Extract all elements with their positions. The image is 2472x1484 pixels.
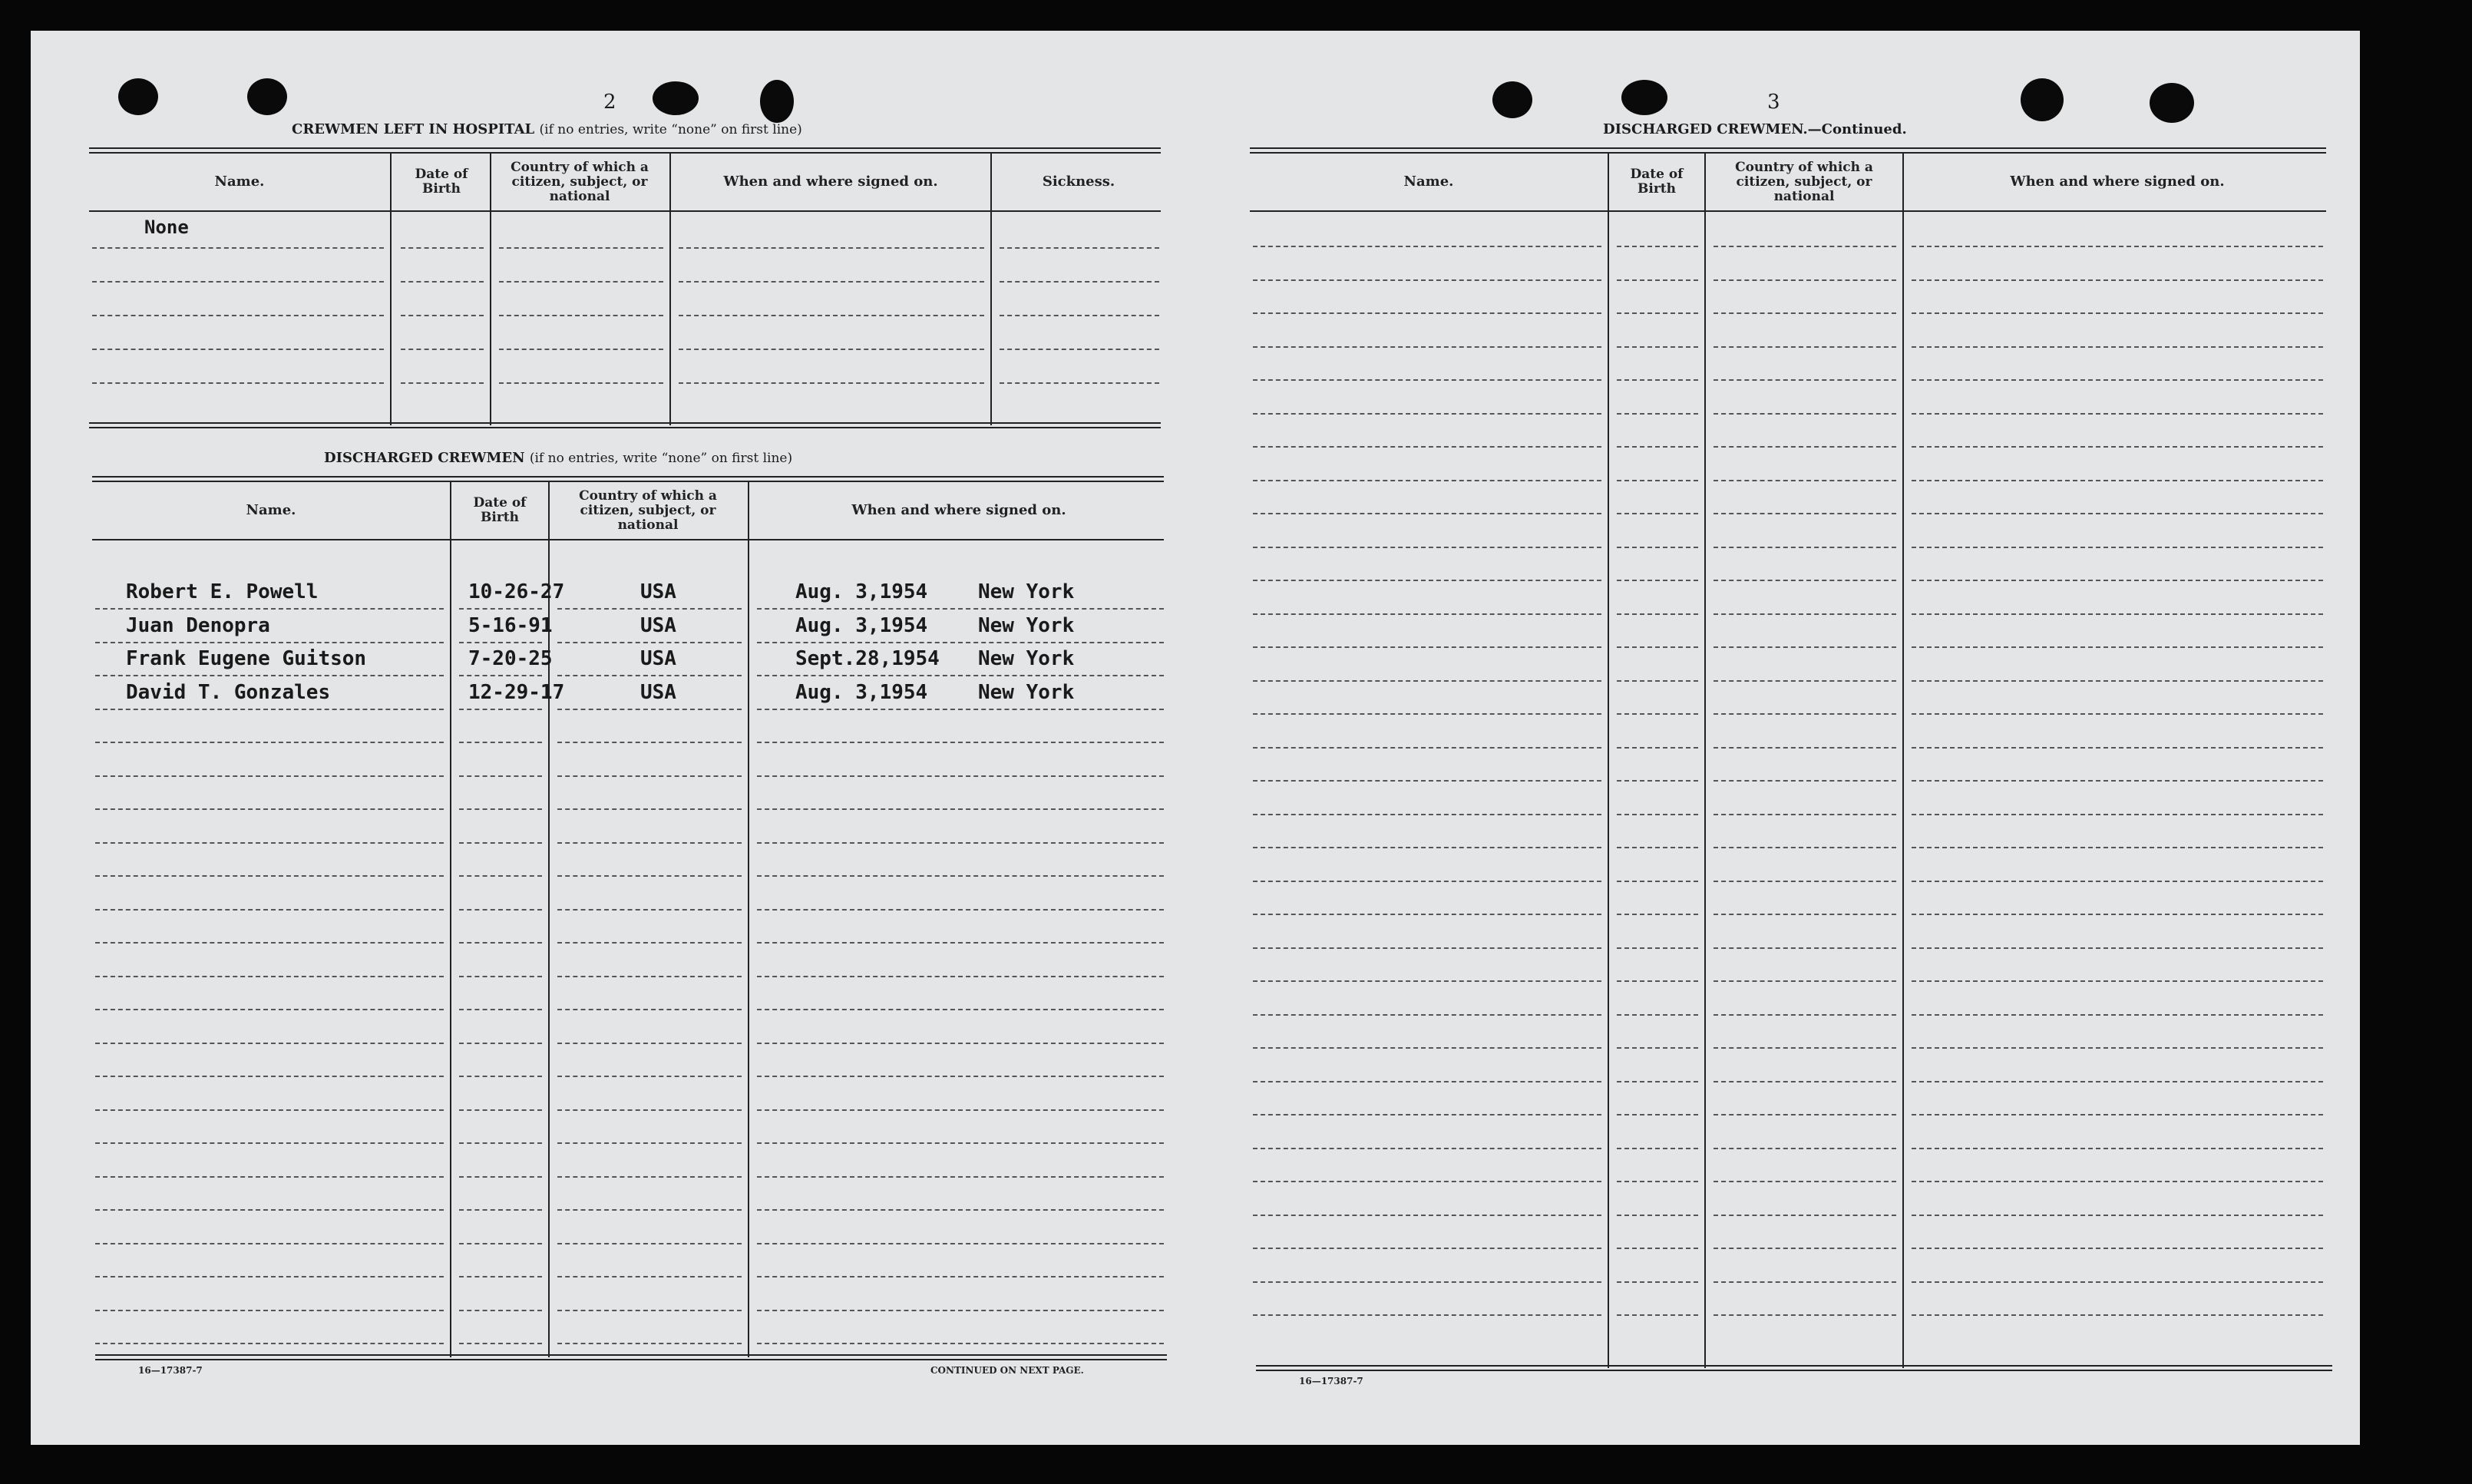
ruled-line	[1617, 713, 1698, 715]
ruled-line	[1714, 814, 1896, 815]
ruled-line	[1253, 1181, 1601, 1182]
ruled-line	[1912, 547, 2323, 548]
discharged-header-signed-on: When and where signed on.	[851, 502, 1066, 518]
column-divider	[1902, 154, 1904, 1368]
ruled-line	[1253, 947, 1601, 949]
ruled-line	[1912, 513, 2323, 514]
ruled-line	[1617, 980, 1698, 982]
ruled-line	[1253, 379, 1601, 381]
ruled-line	[1714, 1181, 1896, 1182]
ruled-line	[1714, 881, 1896, 882]
ruled-line	[1912, 914, 2323, 915]
ruled-line	[1617, 780, 1698, 782]
ruled-line	[1253, 346, 1601, 348]
ruled-line	[1714, 379, 1896, 381]
ruled-line	[1714, 1014, 1896, 1016]
discharged-crew-name: Juan Denopra	[126, 613, 270, 637]
ruled-line	[1714, 513, 1896, 514]
form-number: 16—17387-7	[1299, 1376, 1363, 1386]
ruled-line	[1714, 1047, 1896, 1049]
ruled-line	[1714, 312, 1896, 314]
ruled-line	[1617, 1314, 1698, 1316]
ruled-line	[1253, 413, 1601, 415]
discharged-crew-dob: 10-26-27	[468, 580, 565, 603]
ruled-line	[1912, 1248, 2323, 1249]
ruled-line	[1912, 246, 2323, 247]
right-page-title: DISCHARGED CREWMEN.—Continued.	[1603, 121, 1907, 137]
ruled-line	[1253, 1081, 1601, 1082]
ruled-line	[1714, 847, 1896, 848]
ruled-line	[1714, 646, 1896, 648]
ruled-line	[1714, 346, 1896, 348]
ruled-line	[1714, 547, 1896, 548]
ruled-line	[1253, 613, 1601, 615]
ruled-line	[1617, 312, 1698, 314]
hospital-first-entry: None	[144, 216, 189, 238]
ruled-line	[1912, 1281, 2323, 1283]
ruled-line	[1253, 1248, 1601, 1249]
discharged-crew-signed-date: Sept.28,1954	[795, 647, 940, 670]
document-sheet	[31, 31, 2360, 1445]
ruled-line	[1253, 446, 1601, 448]
hospital-title-note: (if no entries, write “none” on first line)	[539, 122, 802, 137]
ruled-line	[1253, 747, 1601, 749]
discharged-header-dob: Date of Birth	[473, 495, 527, 525]
ruled-line	[1617, 613, 1698, 615]
discharged-crew-dob: 5-16-91	[468, 613, 553, 637]
ruled-line	[1253, 1281, 1601, 1283]
ruled-line	[1912, 480, 2323, 481]
ruled-line	[1617, 480, 1698, 481]
ruled-line	[1912, 346, 2323, 348]
ruled-line	[1253, 547, 1601, 548]
ruled-line	[1253, 881, 1601, 882]
ruled-line	[1714, 446, 1896, 448]
ruled-line	[1912, 446, 2323, 448]
ruled-line	[1617, 1081, 1698, 1082]
ruled-line	[1617, 1047, 1698, 1049]
ruled-line	[1253, 580, 1601, 581]
ruled-line	[1912, 613, 2323, 615]
ruled-line	[1617, 914, 1698, 915]
ruled-line	[1912, 947, 2323, 949]
ruled-line	[1912, 1181, 2323, 1182]
ruled-line	[1617, 1281, 1698, 1283]
ruled-line	[1253, 814, 1601, 815]
column-divider	[1704, 154, 1706, 1368]
ruled-line	[1912, 1215, 2323, 1216]
right-header-name: Name.	[1403, 174, 1454, 190]
discharged-header-country: Country of which a citizen, subject, or national	[579, 488, 717, 533]
ruled-line	[1253, 1314, 1601, 1316]
ruled-line	[1912, 1081, 2323, 1082]
ruled-line	[1912, 312, 2323, 314]
ruled-line	[1253, 980, 1601, 982]
ruled-line	[1912, 1047, 2323, 1049]
ruled-line	[1617, 1181, 1698, 1182]
discharged-crew-signed-place: New York	[978, 680, 1075, 704]
ruled-line	[1253, 513, 1601, 514]
discharged-crew-signed-date: Aug. 3,1954	[795, 613, 928, 637]
ruled-line	[1617, 680, 1698, 682]
ruled-line	[1714, 980, 1896, 982]
ruled-line	[1912, 379, 2323, 381]
ruled-line	[1253, 1014, 1601, 1016]
ruled-line	[1912, 814, 2323, 815]
ruled-line	[1253, 847, 1601, 848]
column-divider	[1608, 154, 1609, 1368]
ruled-line	[1714, 1281, 1896, 1283]
ruled-line	[1714, 613, 1896, 615]
discharged-crew-country: USA	[640, 580, 676, 603]
discharged-crew-country: USA	[640, 613, 676, 637]
right-header-signed-on: When and where signed on.	[2010, 174, 2225, 190]
ruled-line	[1617, 446, 1698, 448]
ruled-line	[1714, 914, 1896, 915]
ruled-line	[1253, 279, 1601, 281]
discharged-header-name: Name.	[246, 502, 296, 518]
right-header-dob: Date of Birth	[1630, 167, 1684, 197]
ruled-line	[1617, 580, 1698, 581]
ruled-line	[1253, 1215, 1601, 1216]
ruled-line	[1912, 1148, 2323, 1149]
discharged-crew-signed-place: New York	[978, 613, 1075, 637]
hospital-header-name: Name.	[214, 174, 265, 190]
ruled-line	[1617, 379, 1698, 381]
ruled-line	[1714, 680, 1896, 682]
ruled-line	[1617, 346, 1698, 348]
ruled-line	[1714, 580, 1896, 581]
ruled-line	[1912, 1314, 2323, 1316]
ruled-line	[1253, 246, 1601, 247]
ruled-line	[1912, 279, 2323, 281]
ruled-line	[1617, 513, 1698, 514]
ruled-line	[1253, 713, 1601, 715]
right-table-bottom-rule	[1256, 1365, 2332, 1371]
discharged-crew-name: Frank Eugene Guitson	[126, 647, 367, 670]
ruled-line	[1912, 847, 2323, 848]
discharged-crew-name: Robert E. Powell	[126, 580, 319, 603]
ruled-line	[1912, 680, 2323, 682]
discharged-crew-signed-place: New York	[978, 580, 1075, 603]
ruled-line	[1617, 947, 1698, 949]
ruled-line	[1912, 580, 2323, 581]
ruled-line	[1253, 914, 1601, 915]
ruled-line	[1714, 1215, 1896, 1216]
hospital-header-sickness: Sickness.	[1042, 174, 1115, 190]
ruled-line	[1714, 413, 1896, 415]
ruled-line	[1912, 780, 2323, 782]
hospital-header-signed-on: When and where signed on.	[723, 174, 938, 190]
ruled-line	[1617, 646, 1698, 648]
ruled-line	[1253, 1148, 1601, 1149]
right-table-top-rule	[1250, 147, 2326, 154]
hospital-title-text: CREWMEN LEFT IN HOSPITAL	[292, 121, 535, 137]
discharged-title-text: DISCHARGED CREWMEN	[324, 450, 525, 466]
ruled-line	[1617, 413, 1698, 415]
ruled-line	[1714, 780, 1896, 782]
ruled-line	[1714, 747, 1896, 749]
ruled-line	[1714, 1314, 1896, 1316]
ruled-line	[1912, 881, 2323, 882]
ruled-line	[1617, 847, 1698, 848]
ruled-line	[1714, 1248, 1896, 1249]
ruled-line	[1912, 1114, 2323, 1115]
discharged-crew-signed-date: Aug. 3,1954	[795, 680, 928, 704]
ruled-line	[1714, 947, 1896, 949]
ruled-line	[1714, 480, 1896, 481]
hospital-header-country: Country of which a citizen, subject, or national	[511, 159, 649, 204]
ruled-line	[1617, 747, 1698, 749]
ruled-line	[1617, 279, 1698, 281]
page-number: 2	[603, 91, 616, 114]
discharged-crew-signed-place: New York	[978, 647, 1075, 670]
ruled-line	[1912, 980, 2323, 982]
hospital-header-dob: Date of Birth	[415, 167, 468, 197]
ruled-line	[1617, 1114, 1698, 1115]
ruled-line	[1912, 747, 2323, 749]
right-header-rule	[1250, 210, 2326, 212]
continued-note: CONTINUED ON NEXT PAGE.	[930, 1365, 1084, 1376]
ruled-line	[1617, 1148, 1698, 1149]
ruled-line	[1617, 814, 1698, 815]
ruled-line	[1617, 1215, 1698, 1216]
ruled-line	[1912, 713, 2323, 715]
right-page	[31, 31, 2360, 1445]
ruled-line	[1253, 780, 1601, 782]
ruled-line	[1253, 1047, 1601, 1049]
ruled-line	[1617, 881, 1698, 882]
ruled-line	[1253, 480, 1601, 481]
discharged-crew-dob: 7-20-25	[468, 647, 553, 670]
ruled-line	[1714, 1081, 1896, 1082]
discharged-crew-country: USA	[640, 647, 676, 670]
ruled-line	[1714, 1114, 1896, 1115]
ruled-line	[1253, 1114, 1601, 1115]
ruled-line	[1617, 246, 1698, 247]
ruled-line	[1253, 312, 1601, 314]
ruled-line	[1617, 1248, 1698, 1249]
ruled-line	[1714, 713, 1896, 715]
ruled-line	[1912, 646, 2323, 648]
discharged-crew-name: David T. Gonzales	[126, 680, 331, 704]
ruled-line	[1912, 1014, 2323, 1016]
ruled-line	[1253, 680, 1601, 682]
ruled-line	[1912, 413, 2323, 415]
ruled-line	[1617, 1014, 1698, 1016]
form-number: 16—17387-7	[138, 1365, 203, 1376]
page-number: 3	[1767, 91, 1780, 114]
ruled-line	[1714, 246, 1896, 247]
right-header-country: Country of which a citizen, subject, or national	[1735, 159, 1873, 204]
ruled-line	[1617, 547, 1698, 548]
ruled-line	[1714, 279, 1896, 281]
ruled-line	[1714, 1148, 1896, 1149]
discharged-crew-signed-date: Aug. 3,1954	[795, 580, 928, 603]
ruled-line	[1253, 646, 1601, 648]
discharged-crew-country: USA	[640, 680, 676, 704]
discharged-crew-dob: 12-29-17	[468, 680, 565, 704]
discharged-title-note: (if no entries, write “none” on first line)	[529, 451, 793, 466]
